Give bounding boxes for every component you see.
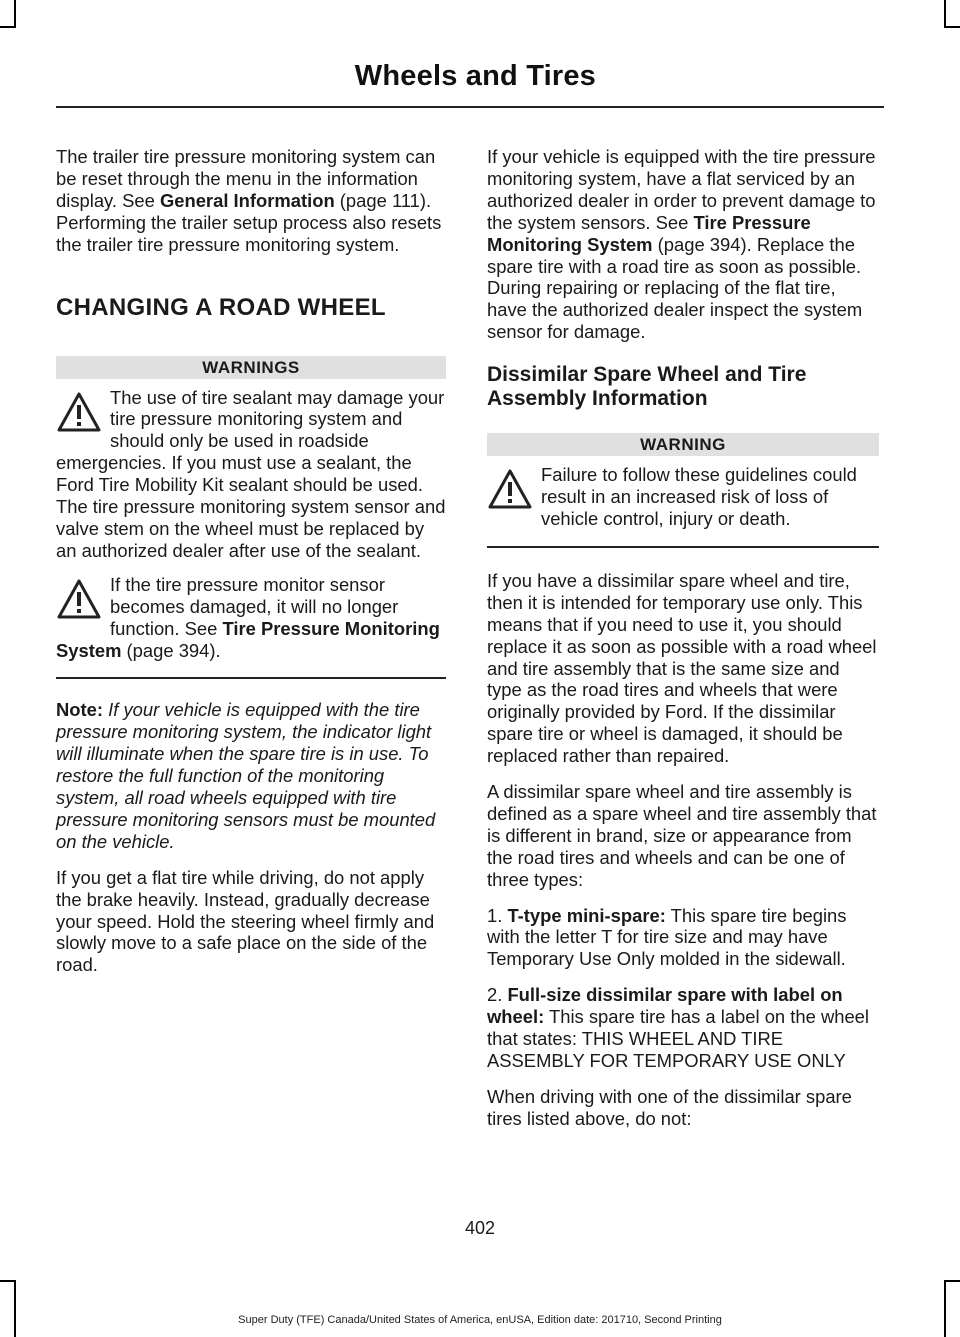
page-number: 402 <box>464 1218 496 1238</box>
note-paragraph <box>56 699 446 852</box>
crop-mark <box>0 26 16 28</box>
warning-text: Failure to follow these guidelines could result in an increased risk of loss of vehicle control, injury or death. <box>541 464 857 529</box>
header-rule <box>56 106 884 108</box>
closing-paragraph: When driving with one of the dissimilar spare tires listed above, do not: <box>487 1085 852 1129</box>
list-number: 2. <box>487 984 508 1006</box>
list-text: This spare tire has a label on the wheel that states: THIS WHEEL AND TIRE ASSEMBLY FOR TEMPORARY USE ONLY <box>487 1006 869 1071</box>
note-label: Note: <box>56 699 103 721</box>
warning-block <box>56 574 446 662</box>
subsection-heading: Dissimilar Spare Wheel and Tire Assembly Information <box>487 363 807 411</box>
warning-text-part: (page 394). <box>121 639 221 661</box>
note <box>56 699 446 852</box>
crop-mark <box>944 1280 946 1337</box>
tpms-link[interactable]: Tire Pressure Monitoring System <box>56 617 440 661</box>
list-number: 1. <box>487 904 508 926</box>
warning-text: The use of tire sealant may damage your tire pressure monitoring system and should only be used in roadside emergencies. If you must use a sealant, the Ford Tire Mobility Kit sealant should be used. The tire pressure monitoring system sensor and valve stem on the wheel must be replaced by an authorized dealer after use of the sealant. <box>56 386 446 561</box>
warning-triangle-icon <box>56 391 102 433</box>
crop-mark <box>14 1280 16 1337</box>
warning-triangle-icon <box>487 468 533 510</box>
warning-block <box>56 387 446 562</box>
warning-label: WARNING <box>487 433 879 456</box>
flat-tire-paragraph: If you get a flat tire while driving, do not apply the brake heavily. Instead, gradually decrease your speed. Hold the steering wheel firmly and slowly move to a safe place on the side of the road. <box>56 866 435 976</box>
list-label: T-type mini-spare: <box>507 904 666 926</box>
note-text: If your vehicle is equipped with the tire pressure monitoring system, the indicator light will illuminate when the spare tire is in use. To restore the full function of the monitoring system, all road wheels equipped with tire pressure monitoring sensors must be mounted on the vehicle. <box>56 699 436 852</box>
intro-text: The trailer tire pressure monitoring system can be reset through the menu in the information display. See <box>56 146 436 211</box>
definition-paragraph: A dissimilar spare wheel and tire assembly is defined as a spare wheel and tire assembly that is different in brand, size or appearance from the road tires and wheels and can be one of three types: <box>487 781 877 890</box>
intro-paragraph <box>56 146 446 256</box>
section-heading: CHANGING A ROAD WHEEL <box>56 293 386 321</box>
warnings-label: WARNINGS <box>56 356 446 379</box>
warning-block <box>487 464 879 530</box>
crop-mark <box>944 1280 960 1282</box>
page-title: Wheels and Tires <box>354 60 596 92</box>
footer-text: Super Duty (TFE) Canada/United States of America, enUSA, Edition date: 201710, Second Printing <box>238 1314 722 1326</box>
warning-text <box>56 574 446 662</box>
tpms-text: If your vehicle is equipped with the tire pressure monitoring system, have a flat serviced by an authorized dealer in order to prevent damage to the system sensors. See <box>487 146 876 233</box>
general-information-link[interactable]: General Information <box>159 189 335 211</box>
crop-mark <box>944 0 946 26</box>
warning-triangle-icon <box>56 578 102 620</box>
list-item <box>487 984 879 1072</box>
list-label: Full-size dissimilar spare with label on wheel: <box>487 984 843 1028</box>
right-column <box>487 146 879 1130</box>
warning-rule <box>56 677 446 679</box>
crop-mark <box>944 26 960 28</box>
tpms-text-2: (page 394). Replace the spare tire with a road tire as soon as possible. During repairing or replacing of the flat tire, have the authorized dealer inspect the system sensor for damage. <box>487 233 863 343</box>
crop-mark <box>14 0 16 26</box>
left-column <box>56 146 446 976</box>
intro-text-2: (page 111). Performing the trailer setup process also resets the trailer tire pressure monitoring system. <box>56 189 442 255</box>
dissimilar-spare-paragraph: If you have a dissimilar spare wheel and tire, then it is intended for temporary use only. This means that if you need to use it, you should replace it as soon as possible with a road wheel and tire assembly that is the same size and type as the road tires and wheels that were originally provided by Ford. If the dissimilar spare tire or wheel is damaged, it should be replaced rather than repaired. <box>487 569 877 767</box>
list-item <box>487 905 879 971</box>
crop-mark <box>0 1280 16 1282</box>
tpms-paragraph <box>487 146 879 343</box>
tpms-link[interactable]: Tire Pressure Monitoring System <box>487 211 811 255</box>
list-text: This spare tire begins with the letter T for tire size and may have Temporary Use Only molded in the sidewall. <box>487 904 847 970</box>
warning-text-part: If the tire pressure monitor sensor becomes damaged, it will no longer function. See <box>110 573 399 639</box>
warning-rule <box>487 546 879 548</box>
